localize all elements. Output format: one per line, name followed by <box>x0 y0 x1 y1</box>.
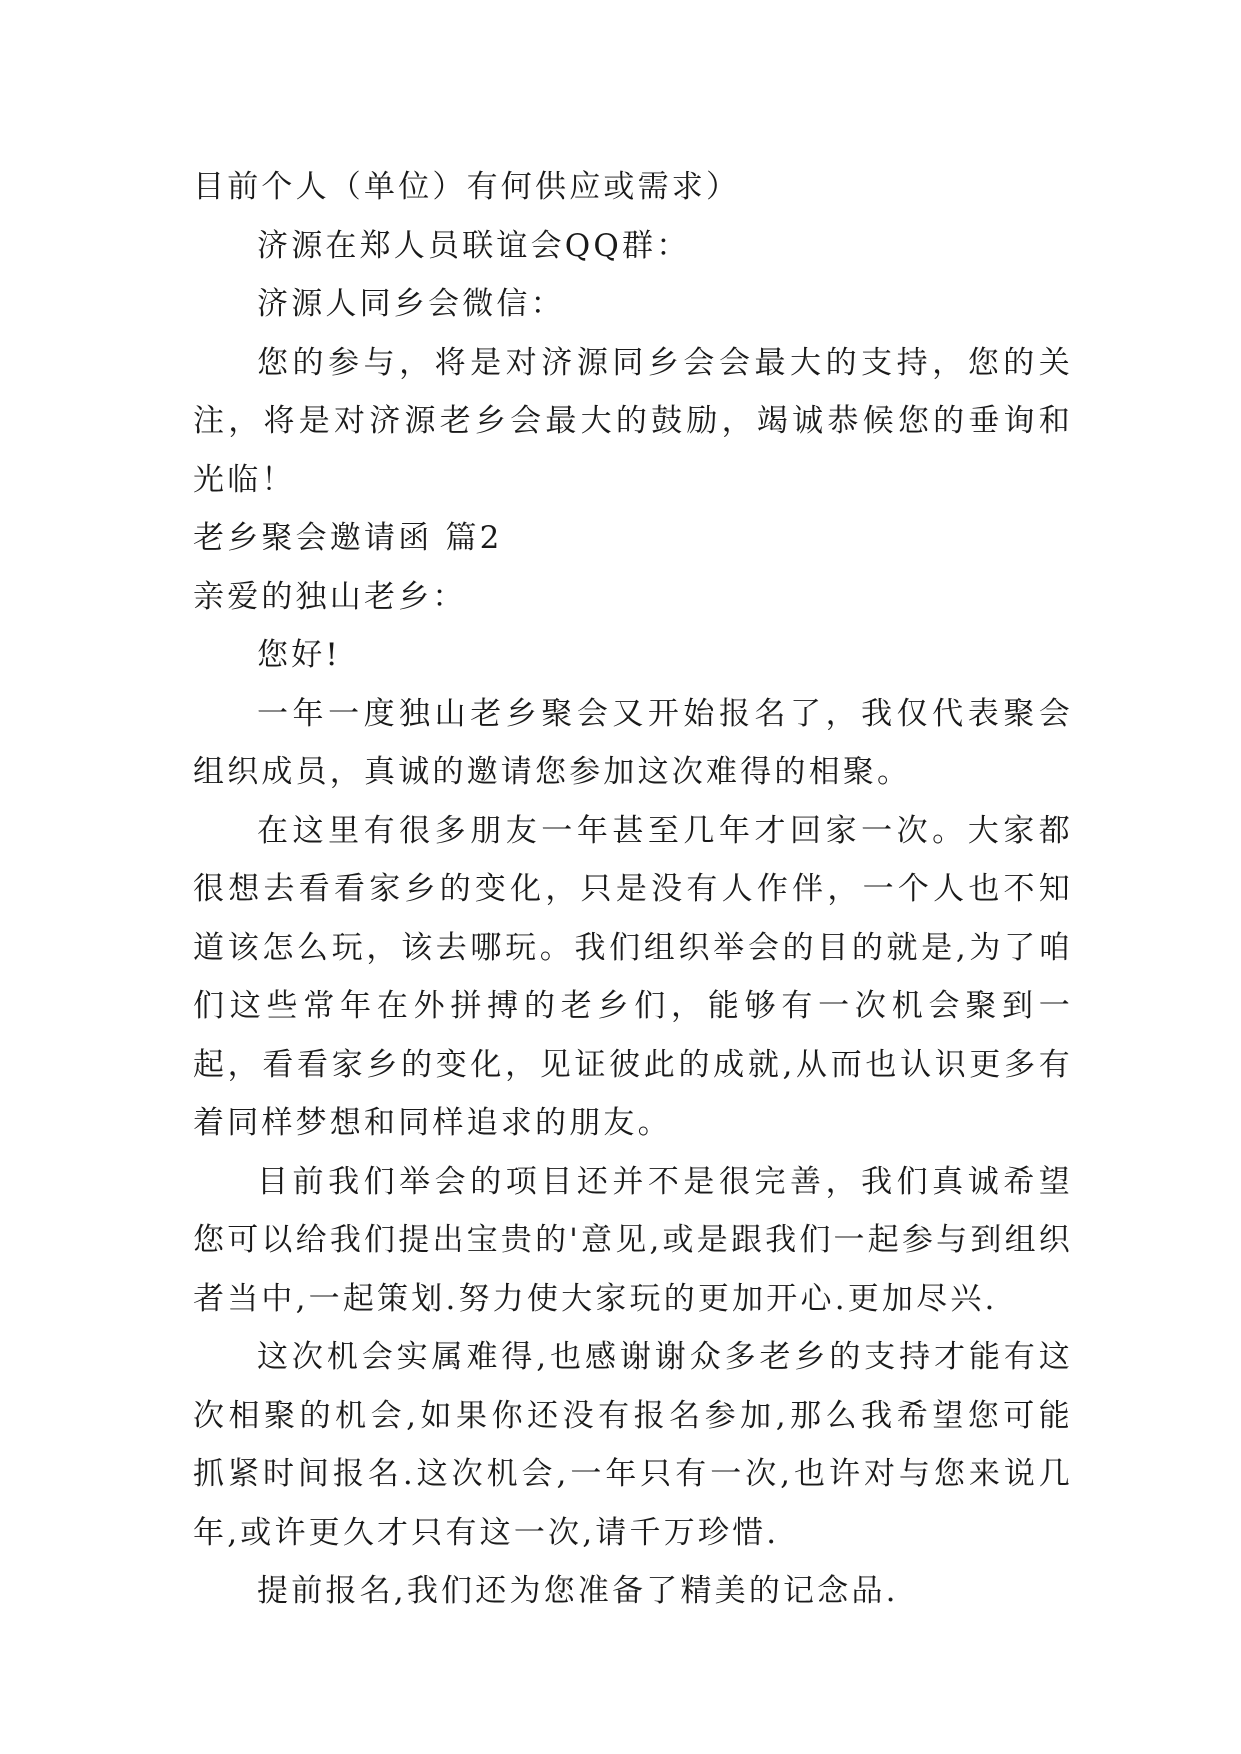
paragraph-wechat: 济源人同乡会微信： <box>257 286 565 322</box>
paragraph-invitation: 一年一度独山老乡聚会又开始报名了，我仅代表聚会组织成员，真诚的邀请您参加这次难得的相聚。 <box>193 695 1073 790</box>
paragraph-purpose: 在这里有很多朋友一年甚至几年才回家一次。大家都很想去看看家乡的变化，只是没有人作伴，一个人也不知道该怎么玩，该去哪玩。我们组织举会的目的就是,为了咱们这些常年在外拼搏的老乡们，能够有一次机会聚到一起，看看家乡的变化，见证彼此的成就,从而也认识更多有着同样梦想和同样追求的朋友。 <box>193 812 1073 1141</box>
paragraph-suggestions: 目前我们举会的项目还并不是很完善，我们真诚希望您可以给我们提出宝贵的'意见,或是跟我们一起参与到组织者当中,一起策划.努力使大家玩的更加开心.更加尽兴. <box>193 1163 1073 1317</box>
paragraph-opportunity: 这次机会实属难得,也感谢谢众多老乡的支持才能有这次相聚的机会,如果你还没有报名参加,那么我希望您可能抓紧时间报名.这次机会,一年只有一次,也许对与您来说几年,或许更久才只有这一次,请千万珍惜. <box>193 1339 1073 1551</box>
paragraph-supply-demand: 目前个人（单位）有何供应或需求） <box>193 169 741 205</box>
greeting: 您好! <box>257 637 342 673</box>
paragraph-qq-group: 济源在郑人员联谊会QQ群： <box>257 227 691 264</box>
salutation: 亲爱的独山老乡： <box>193 578 467 615</box>
paragraph-souvenir: 提前报名,我们还为您准备了精美的记念品. <box>257 1573 899 1609</box>
document-body <box>193 158 1073 1621</box>
paragraph-participation: 您的参与，将是对济源同乡会会最大的支持，您的关注，将是对济源老乡会最大的鼓励，竭诚恭候您的垂询和光临！ <box>193 344 1073 498</box>
section-heading: 老乡聚会邀请函 篇2 <box>193 520 503 556</box>
